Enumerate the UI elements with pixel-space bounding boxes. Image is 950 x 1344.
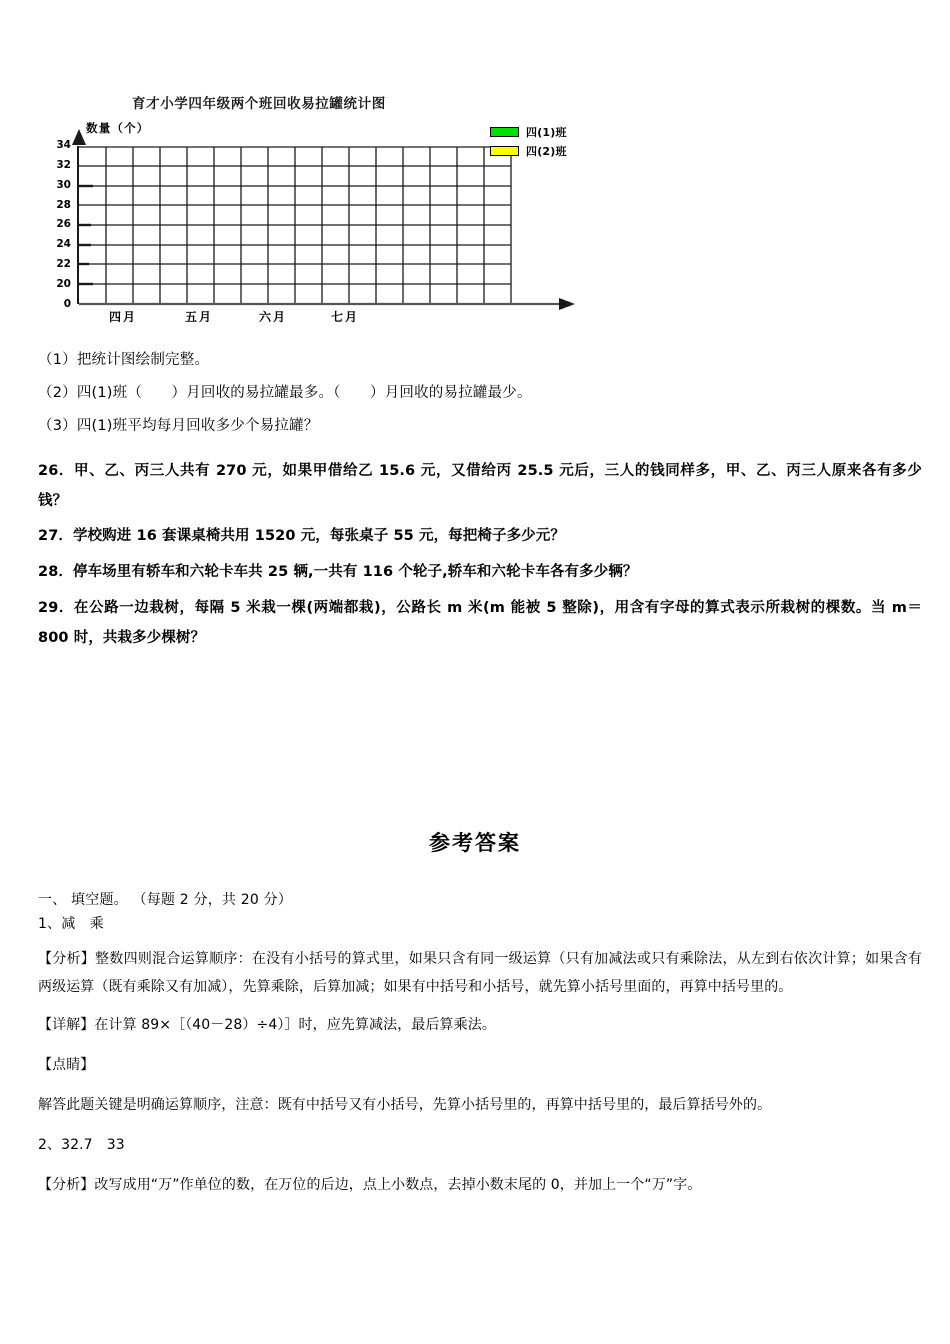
y-tick-30: 30: [56, 179, 71, 191]
y-tick-28: 28: [56, 199, 71, 211]
chart-title: 育才小学四年级两个班回收易拉罐统计图: [132, 96, 386, 112]
answer-item-1-highlight: 解答此题关键是明确运算顺序，注意：既有中括号又有小括号，先算小括号里的，再算中括号里的，最后算括号外的。: [38, 1097, 772, 1114]
answers-section-one-title: 一、 填空题。 （每题 2 分，共 20 分）: [38, 892, 293, 908]
y-axis-arrow-icon: [70, 129, 88, 149]
x-tick-may: 五月: [185, 310, 214, 324]
legend-label-class-1: 四(1)班: [526, 126, 567, 139]
legend-item-class-2: [490, 143, 640, 159]
answer-item-1-detail: 【详解】在计算 89×［（40－28）÷4）］时，应先算减法，最后算乘法。: [38, 1017, 496, 1034]
legend-item-class-1: [490, 124, 640, 140]
chart-x-tick-labels: [77, 308, 547, 330]
x-tick-july: 七月: [331, 310, 360, 324]
legend-swatch-yellow-icon: [490, 146, 519, 156]
statistics-chart: [40, 92, 640, 342]
y-tick-34: 34: [56, 139, 71, 151]
answer-item-2-analysis: 【分析】改写成用“万”作单位的数，在万位的后边，点上小数点，去掉小数末尾的 0，并加上一个“万”字。: [38, 1177, 702, 1194]
questions-section: [38, 350, 922, 659]
y-tick-24: 24: [56, 238, 71, 250]
y-tick-26: 26: [56, 218, 71, 230]
y-tick-0: 0: [63, 298, 71, 310]
question-26: 26．甲、乙、丙三人共有 270 元，如果甲借给乙 15.6 元，又借给丙 25.5 元后，三人的钱同样多，甲、乙、丙三人原来各有多少钱？: [38, 463, 922, 509]
question-sub-3: （3）四(1)班平均每月回收多少个易拉罐？: [38, 418, 319, 435]
chart-y-tick-labels: [40, 140, 74, 310]
question-29: 29．在公路一边栽树，每隔 5 米栽一棵(两端都栽)，公路长 m 米(m 能被 5 整除)，用含有字母的算式表示所栽树的棵数。当 m＝800 时，共栽多少棵树？: [38, 599, 922, 646]
chart-y-axis-caption: 数量（个）: [86, 121, 150, 135]
legend-swatch-green-icon: [490, 127, 519, 137]
x-tick-june: 六月: [259, 310, 288, 324]
question-28: 28．停车场里有轿车和六轮卡车共 25 辆,一共有 116 个轮子,轿车和六轮卡车各有多少辆？: [38, 564, 638, 581]
y-tick-20: 20: [56, 278, 71, 290]
legend-label-class-2: 四(2)班: [526, 145, 567, 158]
y-tick-22: 22: [56, 258, 71, 270]
question-sub-1: （1）把统计图绘制完整。: [38, 352, 210, 368]
answer-item-1-analysis: 【分析】整数四则混合运算顺序：在没有小括号的算式里，如果只含有同一级运算（只有加减法或只有乘除法，从左到右依次计算；如果含有两级运算（既有乘除又有加减），先算乘除，后算加减；如果有中括号和小括号，就先算小括号里面的，再算中括号里的。: [38, 951, 922, 996]
answers-heading: 参考答案: [429, 831, 521, 855]
chart-plot-area: [77, 146, 509, 304]
answer-item-1-label: 1、减 乘: [38, 915, 104, 932]
answer-item-2-label: 2、32.7 33: [38, 1137, 125, 1154]
question-sub-2: （2）四(1)班（ ）月回收的易拉罐最多。（ ）月回收的易拉罐最少。: [38, 385, 532, 402]
chart-legend: [490, 124, 640, 162]
x-tick-april: 四月: [109, 310, 138, 324]
y-tick-32: 32: [56, 159, 71, 171]
answer-item-1-highlight-label: 【点睛】: [38, 1057, 95, 1074]
answers-section: [38, 890, 922, 1199]
question-27: 27．学校购进 16 套课桌椅共用 1520 元，每张桌子 55 元，每把椅子多少元？: [38, 528, 565, 545]
